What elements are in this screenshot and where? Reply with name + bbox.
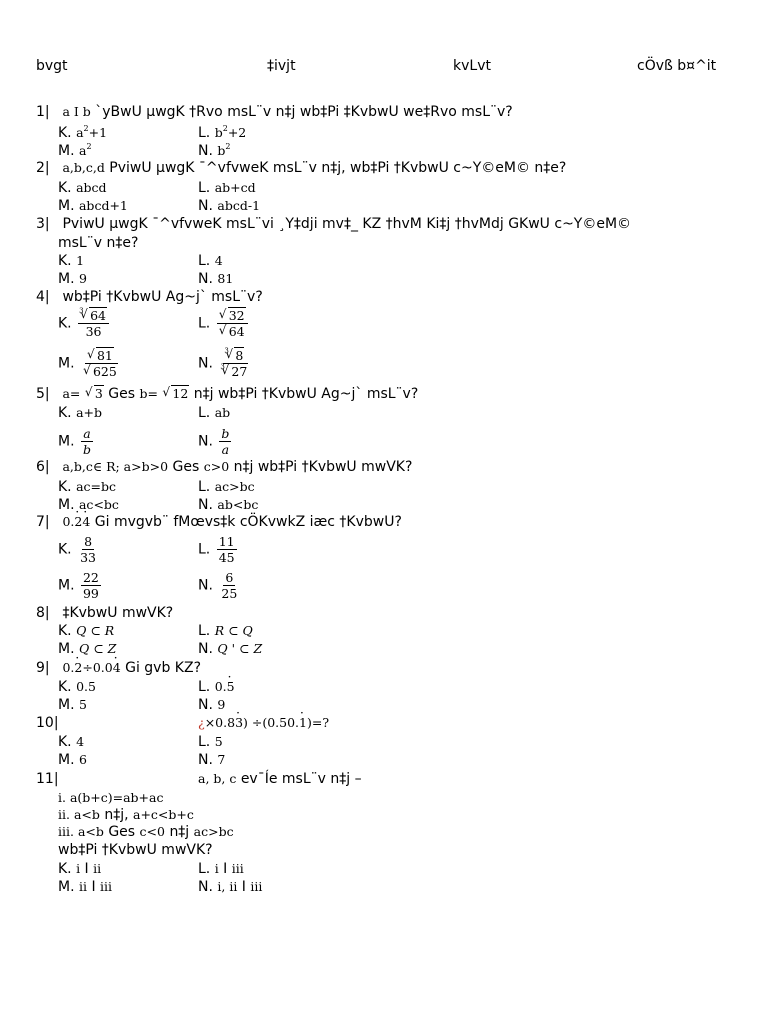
question-9: 9| 0.· 2÷0.0· 4 Gi gvb KZ? bbox=[36, 660, 201, 676]
question-7: 7| 0.· 2· 4 Gi mvgvb¨ fMœvs‡k cÖKvwkZ iæc †KvbwU? bbox=[36, 514, 402, 530]
question-10 bbox=[36, 715, 58, 731]
option-m: M. ac<bc bbox=[58, 497, 119, 513]
question-text: ‡KvbwU mwVK? bbox=[62, 605, 174, 621]
option-m: M. 5 bbox=[58, 697, 87, 713]
option-k: K. i I ii bbox=[58, 861, 102, 877]
question-number: 4| bbox=[36, 289, 50, 305]
option-m: M. abcd+1 bbox=[58, 198, 128, 214]
question-number: 1| bbox=[36, 104, 50, 120]
header-name: bvgt bbox=[36, 58, 68, 74]
question-number: 5| bbox=[36, 386, 50, 402]
statement-ii: ii. a<b n‡j, a+c<b+c bbox=[58, 807, 194, 823]
math: a I b bbox=[62, 104, 91, 119]
header-roll: kvLvt bbox=[453, 58, 491, 74]
option-m: M. √ 81 √ 625 bbox=[58, 348, 120, 379]
question-text: n‡j wb‡Pi †KvbwU mwVK? bbox=[233, 459, 413, 475]
math: a,b,c,d bbox=[62, 160, 105, 175]
statement-i: i. a(b+c)=ab+ac bbox=[58, 790, 164, 805]
question-6: 6| a,b,c∈ R; a>b>0 Ges c>0 n‡j wb‡Pi †KvbwU mwVK? bbox=[36, 459, 413, 475]
option-l: L. √ 32 √ 64 bbox=[198, 308, 248, 339]
option-l: L. 4 bbox=[198, 253, 223, 269]
header-marks: cÖvß b¤^it bbox=[637, 58, 717, 74]
question-number: 8| bbox=[36, 605, 50, 621]
option-n: N. 9 bbox=[198, 697, 226, 713]
option-l: L. ab bbox=[198, 405, 231, 421]
option-k: K. √ 3 64 36 bbox=[58, 308, 109, 339]
question-number: 11| bbox=[36, 771, 59, 787]
option-k: K. $a^2+1$ bbox=[58, 124, 108, 141]
option-n: N. Q ' ⊂ Z bbox=[198, 641, 263, 657]
statement-iii: iii. a<b Ges c<0 n‡j ac>bc bbox=[58, 824, 234, 840]
option-n: N. √ 3 8 √ 3 27 bbox=[198, 348, 250, 379]
question-number: 6| bbox=[36, 459, 50, 475]
option-n: N. $b^2$ bbox=[198, 142, 231, 159]
option-k: K. ac=bc bbox=[58, 479, 117, 495]
question-10-expression: ¿×0.8· 3) ÷(0.50.· 1)=? bbox=[198, 715, 329, 731]
question-text: n‡j wb‡Pi †KvbwU Ag~j` msL¨v? bbox=[193, 386, 419, 402]
option-l: L. 5 bbox=[198, 734, 223, 750]
option-m: M. ii I iii bbox=[58, 879, 113, 895]
question-text: wb‡Pi †KvbwU Ag~j` msL¨v? bbox=[62, 289, 263, 305]
question-number: 10| bbox=[36, 715, 59, 731]
option-n: N. $\frac{6}{25}$ bbox=[198, 570, 238, 601]
question-11-ask: wb‡Pi †KvbwU mwVK? bbox=[58, 842, 213, 858]
option-k: K. Q ⊂ R bbox=[58, 623, 115, 639]
question-text: PviwU µwgK ¯^vfvweK msL¨vi ¸Y‡dji mv‡_ KZ †hvM Ki‡j †hvMdj GKwU c~Y©eM© bbox=[62, 216, 632, 232]
question-text: Gi gvb KZ? bbox=[125, 660, 202, 676]
option-m: M. 9 bbox=[58, 271, 87, 287]
option-n: N. ab<bc bbox=[198, 497, 259, 513]
question-11 bbox=[36, 771, 58, 787]
option-m: M. $a^2$ bbox=[58, 142, 92, 159]
question-2 bbox=[36, 160, 566, 176]
question-5: 5| a= √ 3 Ges b= √ 12 n‡j wb‡Pi †KvbwU Ag~j` msL¨v? bbox=[36, 386, 418, 402]
question-4 bbox=[36, 289, 263, 305]
option-l: L. $\frac{11}{45}$ bbox=[198, 534, 235, 565]
option-n: N. abcd-1 bbox=[198, 198, 261, 214]
header-class: ‡ivjt bbox=[267, 58, 296, 74]
option-l: L. 0.· 5 bbox=[198, 679, 235, 695]
question-number: 2| bbox=[36, 160, 50, 176]
question-text: Gi mvgvb¨ fMœvs‡k cÖKvwkZ iæc †KvbwU? bbox=[94, 514, 402, 530]
option-n: N. 81 bbox=[198, 271, 234, 287]
question-text: PviwU µwgK ¯^vfvweK msL¨v n‡j, wb‡Pi †KvbwU c~Y©eM© n‡e? bbox=[109, 160, 567, 176]
question-1 bbox=[36, 104, 513, 120]
option-l: L. ac>bc bbox=[198, 479, 255, 495]
option-k: K. $\frac{8}{33}$ bbox=[58, 534, 96, 565]
question-8 bbox=[36, 605, 173, 621]
option-k: K. 0.5 bbox=[58, 679, 96, 695]
option-k: K. a+b bbox=[58, 405, 103, 421]
question-number: 9| bbox=[36, 660, 50, 676]
option-m: M. $\frac{a}{b}$ bbox=[58, 426, 91, 457]
question-number: 7| bbox=[36, 514, 50, 530]
option-n: N. 7 bbox=[198, 752, 226, 768]
question-3 bbox=[36, 216, 631, 232]
option-m: M. 6 bbox=[58, 752, 87, 768]
option-k: K. 4 bbox=[58, 734, 85, 750]
option-l: L. i I iii bbox=[198, 861, 244, 877]
question-3-cont: msL¨v n‡e? bbox=[58, 235, 139, 251]
option-l: L. R ⊂ Q bbox=[198, 623, 253, 639]
option-n: N. i, ii I iii bbox=[198, 879, 263, 895]
question-number: 3| bbox=[36, 216, 50, 232]
option-k: K. 1 bbox=[58, 253, 85, 269]
question-11-text: a, b, c ev¯Íe msL¨v n‡j – bbox=[198, 771, 362, 787]
option-l: L. $b^2+2$ bbox=[198, 124, 247, 141]
option-m: M. Q ⊂ Z bbox=[58, 641, 117, 657]
option-m: M. $\frac{22}{99}$ bbox=[58, 570, 99, 601]
question-text: `yBwU µwgK †Rvo msL¨v n‡j wb‡Pi ‡KvbwU we‡Rvo msL¨v? bbox=[95, 104, 513, 120]
option-k: K. abcd bbox=[58, 180, 107, 196]
option-n: N. $\frac{b}{a}$ bbox=[198, 426, 230, 457]
header-row bbox=[36, 58, 736, 78]
option-l: L. ab+cd bbox=[198, 180, 256, 196]
